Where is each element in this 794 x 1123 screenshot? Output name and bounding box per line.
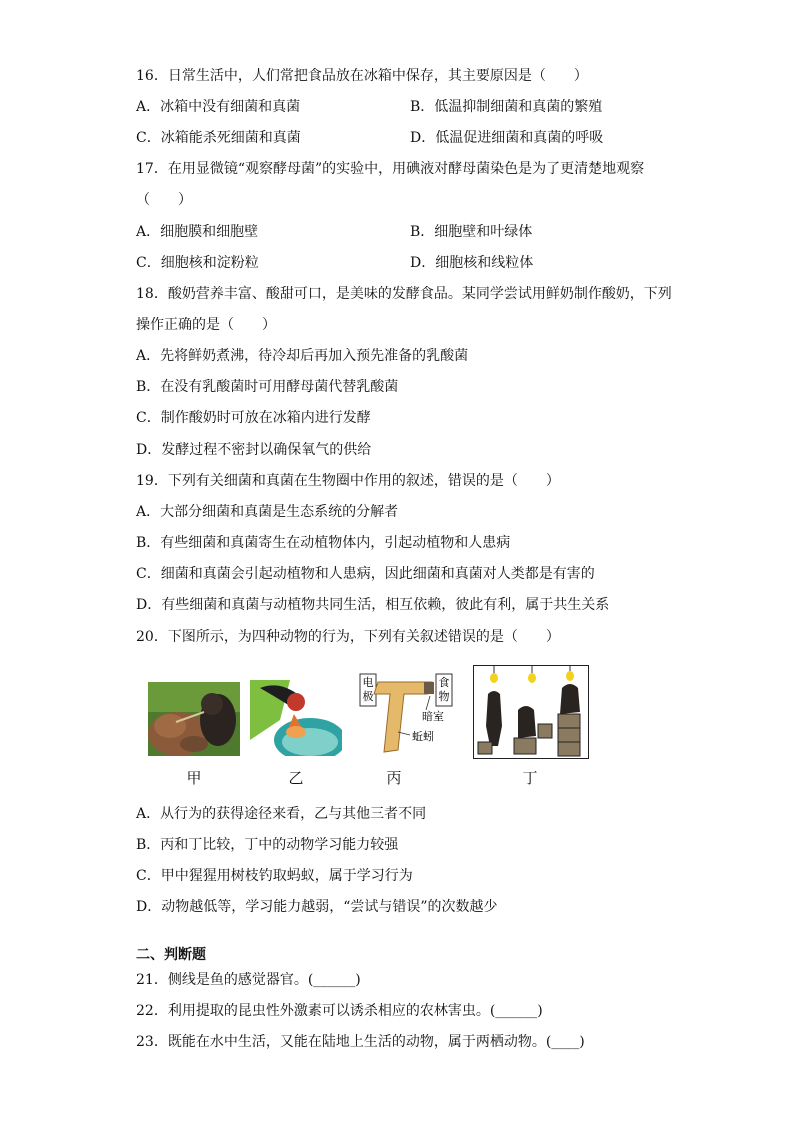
question-23: 23．既能在水中生活，又能在陆地上生活的动物，属于两栖动物。(____) xyxy=(136,1034,585,1050)
question-21: 21．侧线是鱼的感觉器官。(______) xyxy=(136,972,361,988)
diagram-label-electrode-1: 电 xyxy=(362,676,374,689)
q16-option-a: A．冰箱中没有细菌和真菌 xyxy=(136,99,301,115)
q19-option-b: B．有些细菌和真菌寄生在动植物体内，引起动植物和人患病 xyxy=(136,535,511,551)
q18-option-b: B．在没有乳酸菌时可用酵母菌代替乳酸菌 xyxy=(136,379,399,395)
q16-option-c: C．冰箱能杀死细菌和真菌 xyxy=(136,130,301,146)
question-16: 16．日常生活中，人们常把食品放在冰箱中保存，其主要原因是（ ） xyxy=(136,68,588,84)
q18-option-c: C．制作酸奶时可放在冰箱内进行发酵 xyxy=(136,410,371,426)
question-17-cont: （ ） xyxy=(136,192,192,208)
diagram-label-food-2: 物 xyxy=(438,690,450,703)
question-20: 20．下图所示，为四种动物的行为，下列有关叙述错误的是（ ） xyxy=(136,629,560,645)
q19-option-d: D．有些细菌和真菌与动植物共同生活，相互依赖，彼此有利，属于共生关系 xyxy=(136,597,610,613)
q17-option-d: D．细胞核和线粒体 xyxy=(410,255,534,271)
diagram-label-earthworm: 蚯蚓 xyxy=(412,730,434,743)
q20-option-a: A．从行为的获得途径来看，乙与其他三者不同 xyxy=(136,806,427,822)
bird-feeding-fish-image xyxy=(250,680,342,756)
diagram-label-food-1: 食 xyxy=(438,676,450,689)
figure-caption-jia: 甲 xyxy=(186,769,202,787)
q20-option-b: B．丙和丁比较，丁中的动物学习能力较强 xyxy=(136,837,399,853)
question-18: 18．酸奶营养丰富、酸甜可口，是美味的发酵食品。某同学尝试用鲜奶制作酸奶，下列 xyxy=(136,286,672,302)
question-18-cont: 操作正确的是（ ） xyxy=(136,317,276,333)
chimpanzee-fishing-image xyxy=(148,682,240,756)
q17-option-b: B．细胞壁和叶绿体 xyxy=(410,224,533,240)
diagram-label-darkroom: 暗室 xyxy=(422,710,444,723)
q17-option-a: A．细胞膜和细胞壁 xyxy=(136,224,259,240)
figure-caption-ding: 丁 xyxy=(522,769,538,787)
question-19: 19．下列有关细菌和真菌在生物圈中作用的叙述，错误的是（ ） xyxy=(136,473,560,489)
q16-option-b: B．低温抑制细菌和真菌的繁殖 xyxy=(410,99,603,115)
q16-option-d: D．低温促进细菌和真菌的呼吸 xyxy=(410,130,604,146)
q19-option-c: C．细菌和真菌会引起动植物和人患病，因此细菌和真菌对人类都是有害的 xyxy=(136,566,595,582)
question-22: 22．利用提取的昆虫性外激素可以诱杀相应的农林害虫。(______) xyxy=(136,1003,543,1019)
diagram-label-electrode-2: 极 xyxy=(362,690,374,703)
chimpanzees-stacking-boxes-image xyxy=(473,665,589,759)
q19-option-a: A．大部分细菌和真菌是生态系统的分解者 xyxy=(136,504,399,520)
q20-option-d: D．动物越低等，学习能力越弱，“尝试与错误”的次数越少 xyxy=(136,899,498,915)
q18-option-a: A．先将鲜奶煮沸，待冷却后再加入预先准备的乳酸菌 xyxy=(136,348,469,364)
q17-option-c: C．细胞核和淀粉粒 xyxy=(136,255,259,271)
section-heading-judgment: 二、判断题 xyxy=(136,947,206,963)
q18-option-d: D．发酵过程不密封以确保氧气的供给 xyxy=(136,442,372,458)
earthworm-t-maze-diagram xyxy=(352,672,462,760)
q20-option-c: C．甲中猩猩用树枝钓取蚂蚁，属于学习行为 xyxy=(136,868,413,884)
figure-caption-yi: 乙 xyxy=(288,769,304,787)
question-17: 17．在用显微镜“观察酵母菌”的实验中，用碘液对酵母菌染色是为了更清楚地观察 xyxy=(136,161,645,177)
figure-caption-bing: 丙 xyxy=(386,769,402,787)
